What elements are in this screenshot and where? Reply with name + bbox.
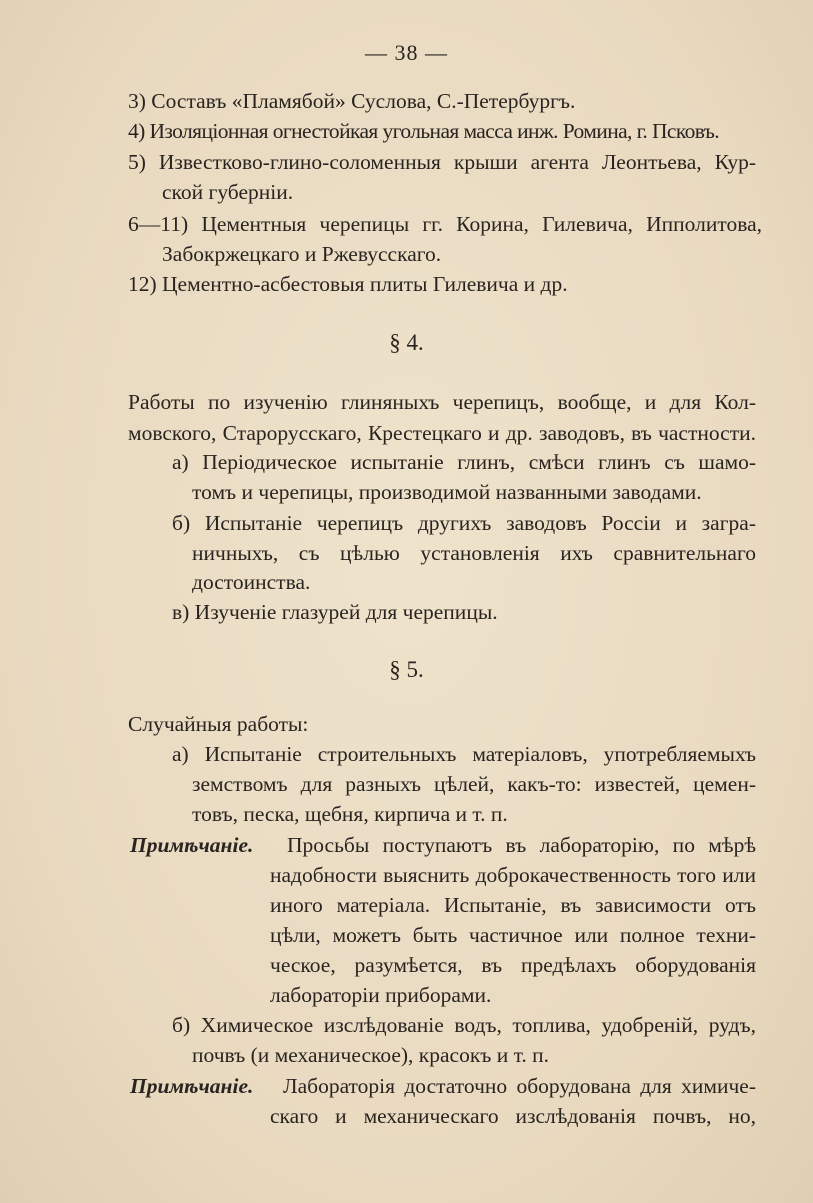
note-line: лабораторіи приборами. — [270, 983, 492, 1007]
paragraph-line: товъ, песка, щебня, кирпича и т. п. — [192, 802, 508, 826]
page-number: — 38 — — [365, 40, 448, 65]
list-item: 12) Цементно-асбестовыя плиты Гилевича и др. — [128, 272, 568, 296]
list-item-continuation: ской губерніи. — [162, 180, 294, 204]
paragraph-line: б) Химическое изслѣдованіе водъ, топлива, удобреній, рудъ, — [172, 1013, 756, 1037]
paragraph-line: Работы по изученію глиняныхъ черепицъ, вообще, и для Кол- — [128, 390, 756, 414]
list-item: 3) Составъ «Пламябой» Суслова, С.-Петербургъ. — [128, 89, 576, 113]
list-item-continuation: Забокржецкаго и Ржевусскаго. — [162, 242, 442, 266]
paragraph-line: ничныхъ, съ цѣлью установленія ихъ сравнительнаго — [192, 541, 756, 565]
note-line: иного матеріала. Испытаніе, въ зависимости отъ — [270, 893, 756, 917]
list-item: 5) Известково-глино-соломенныя крыши агента Леонтьева, Кур- — [128, 150, 756, 174]
note-label: Примѣчаніе. — [130, 833, 254, 857]
paragraph-line: земствомъ для разныхъ цѣлей, какъ-то: известей, цемен- — [192, 772, 756, 796]
section-heading: § 4. — [389, 330, 424, 355]
note-line: Лабораторія достаточно оборудована для химиче- — [283, 1074, 756, 1098]
paragraph-line: а) Періодическое испытаніе глинъ, смѣси глинъ съ шамо- — [172, 450, 756, 474]
note-line: цѣли, можетъ быть частичное или полное техни- — [270, 923, 756, 947]
paragraph-line: Случайныя работы: — [128, 712, 309, 736]
note-line: ческое, разумѣется, въ предѣлахъ оборудованія — [270, 953, 756, 977]
paragraph-line: достоинства. — [192, 570, 311, 594]
note-line: Просьбы поступаютъ въ лабораторію, по мѣрѣ — [287, 833, 756, 857]
list-item: 4) Изоляціонная огнестойкая угольная масса инж. Ромина, г. Псковъ. — [128, 119, 720, 143]
paragraph-line: б) Испытаніе черепицъ другихъ заводовъ Россіи и загра- — [172, 511, 756, 535]
list-item: 6—11) Цементныя черепицы гг. Корина, Гилевича, Ипполитова, — [128, 212, 762, 236]
paragraph-line: почвъ (и механическое), красокъ и т. п. — [192, 1043, 550, 1067]
paragraph-line: в) Изученіе глазурей для черепицы. — [172, 600, 498, 624]
paragraph-line: мовского, Старорусскаго, Крестецкаго и др. заводовъ, въ частности. — [128, 421, 756, 445]
paragraph-line: томъ и черепицы, производимой названными заводами. — [192, 480, 702, 504]
note-line: скаго и механическаго изслѣдованія почвъ, но, — [270, 1104, 756, 1128]
paragraph-line: а) Испытаніе строительныхъ матеріаловъ, употребляемыхъ — [172, 742, 756, 766]
note-label: Примѣчаніе. — [130, 1074, 254, 1098]
note-line: надобности выяснить доброкачественность того или — [270, 863, 756, 887]
section-heading: § 5. — [389, 657, 424, 682]
